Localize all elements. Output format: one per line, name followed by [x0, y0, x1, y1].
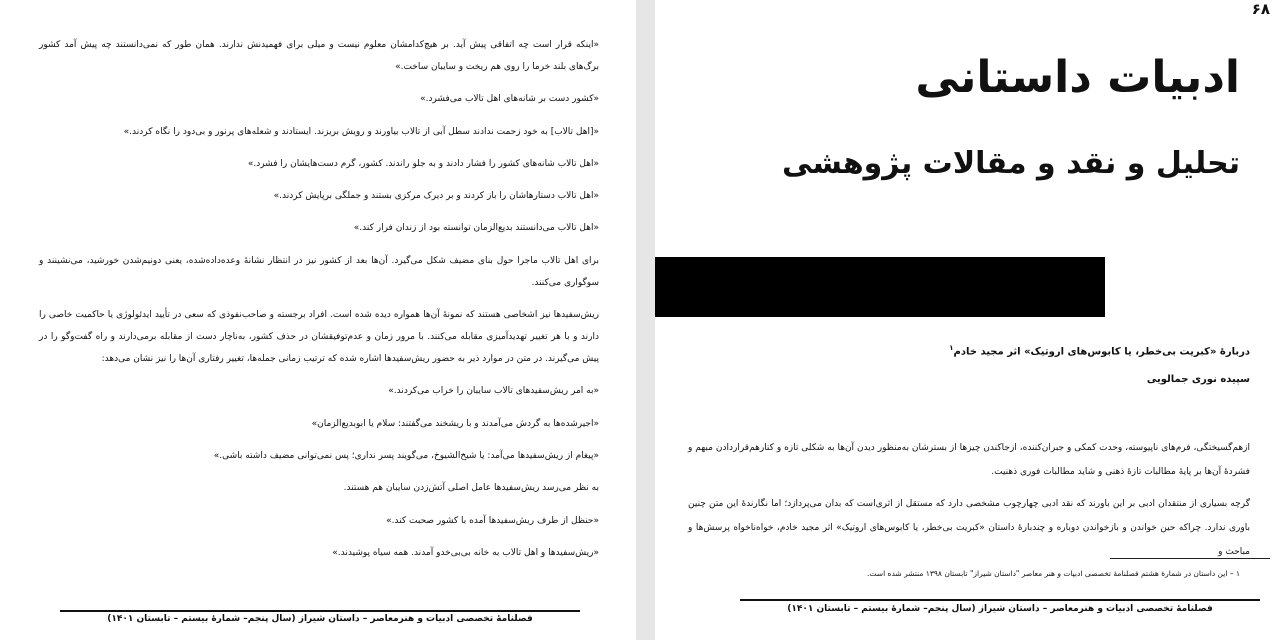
paragraph: به نظر می‌رسد ریش‌سفیدها عامل اصلی آتش‌زدن سایبان هم هستند.	[343, 483, 599, 494]
page-number: ۶۸	[1251, 0, 1270, 18]
footer-rule	[60, 610, 580, 612]
article-title-text: دربارهٔ «کبریت بی‌خطر، یا کابوس‌های اروتیک» اثر مجید خادم	[953, 346, 1250, 358]
paragraph: «به امر ریش‌سفیدهای تالاب سایبان را خراب می‌کردند.»	[388, 386, 599, 397]
article-title	[690, 336, 1250, 364]
section-subtitle: تحلیل و نقد و مقالات پژوهشی	[781, 146, 1240, 181]
footnote-rule	[1110, 558, 1270, 559]
left-page-body	[39, 34, 599, 574]
redacted-block	[655, 257, 1105, 317]
paragraph: «[اهل تالاب] به خود زحمت ندادند سطل آبی از تالاب بیاورند و رویش بریزند. ایستادند و شعله‌های پرنور و بی‌دود را نگاه کردند.»	[123, 126, 599, 137]
paragraph: «اهل تالاب شانه‌های کشور را فشار دادند و به جلو راندند. کشور، گرم دست‌هایشان را فشرد.»	[247, 158, 599, 169]
footnote: ۱ – این داستان در شمارهٔ هشتم فصلنامهٔ تخصصی ادبیات و هنر معاصر "داستان شیراز" تابستان ۱۳۹۸ منتشر شده است.	[867, 569, 1240, 578]
section-title: ادبیات داستانی	[915, 52, 1240, 103]
journal-footer: فصلنامهٔ تخصصی ادبیات و هنرمعاصر – داستان شیراز (سال پنجم– شمارهٔ بیستم – تابستان ۱۴۰۱)	[107, 614, 533, 624]
paragraph: برای اهل تالاب ماجرا حول بنای مضیف شکل می‌گیرد. آن‌ها بعد از کشور نیز در انتظار نشانهٔ وعده‌داده‌شده، یعنی دونیم‌شدن خورشید، می‌نشینند و سوگواری می‌کنند.	[39, 255, 599, 288]
journal-footer: فصلنامهٔ تخصصی ادبیات و هنرمعاصر – داستان شیراز (سال پنجم– شمارهٔ بیستم – تابستان ۱۴۰۱)	[787, 604, 1213, 614]
footnote-mark: ۱	[949, 344, 954, 352]
right-page-body	[688, 436, 1250, 572]
left-page	[0, 0, 636, 640]
paragraph: «حنظل از طرف ریش‌سفیدها آمده با کشور صحبت کند.»	[386, 515, 599, 526]
paragraph: «اینکه قرار است چه اتفاقی پیش آید. بر هیچ‌کدامشان معلوم نیست و میلی برای فهمیدنش ندارند. همان طور که نمی‌دانستند چه پیش آمد کشور برگ‌های بلند خرما را روی هم ریخت و سایبان ساخت.»	[39, 40, 599, 72]
paragraph: «پیغام از ریش‌سفیدها می‌آمد: یا شیخ‌الشیوخ، می‌گویند پسر نداری؛ پس نمی‌توانی مضیف داشته باشی.»	[213, 450, 599, 461]
paragraph: «کشور دست بر شانه‌های اهل تالاب می‌فشرد.»	[420, 94, 599, 105]
paragraph: «ریش‌سفیدها و اهل تالاب به خانه بی‌بی‌خدو آمدند. همه سیاه پوشیدند.»	[332, 547, 599, 558]
paragraph: «اهل تالاب می‌دانستند بدیع‌الزمان توانسته بود از زندان فرار کند.»	[353, 223, 599, 234]
paragraph: «اهل تالاب دستارهاشان را باز کردند و بر دیرک مرکزی بستند و جملگی برپایش کردند.»	[273, 191, 599, 202]
paragraph: ازهم‌گسیختگی، فرم‌های ناپیوسته، وحدت کمکی و جبران‌کننده، ازجاکندن چیزها از بسترشان به‌منظور دیدن آن‌ها به شکلی تازه و کنارهم‌قراردادن مبهم و فشردهٔ آن‌ها بر پایهٔ مطالبات تازهٔ ذهنی و شاید مطالبات فوری ذهنیت.	[688, 443, 1250, 477]
author-name: سپیده نوری جمالویی	[1146, 374, 1250, 385]
paragraph: «اجیرشده‌ها به گردش می‌آمدند و با ریشخند می‌گفتند: سلام یا ابوبدیع‌الزمان»	[311, 418, 599, 429]
right-page	[655, 0, 1280, 640]
paragraph: ریش‌سفیدها نیز اشخاصی هستند که نمونهٔ آن‌ها همواره دیده شده است. افراد برجسته و صاحب‌نفوذی که سعی در تأیید ایدئولوژی یا حاکمیت خاصی را دارند و با هر تغییر تهدیدآمیزی مقابله می‌کنند. با مرور زمان و عدم‌توفیقشان در حذف کشور، به‌ناچار دست از مقابله برمی‌دارند و راه گفت‌وگو را در پیش می‌گیرند. در متن در موارد ذیر به حضور ریش‌سفیدها اشاره شده که ترتیب زمانی جمله‌ها، تغییر رفتاری آن‌ها را نیز نشان می‌دهد:	[39, 310, 599, 365]
footer-rule	[740, 599, 1260, 601]
paragraph: گرچه بسیاری از منتقدان ادبی بر این باورند که نقد ادبی چهارچوب مشخصی دارد که مستقل از اثری‌است که بدان می‌پردازد؛ اما نگارندهٔ این متن چنین باوری ندارد. چراکه حین خواندن و بازخواندن دوباره و چندبارهٔ داستان «کبریت بی‌خطر، یا کابوس‌های اروتیک» اثر مجید خادم، خواه‌ناخواه پرسش‌ها و مباحث و	[688, 499, 1250, 557]
